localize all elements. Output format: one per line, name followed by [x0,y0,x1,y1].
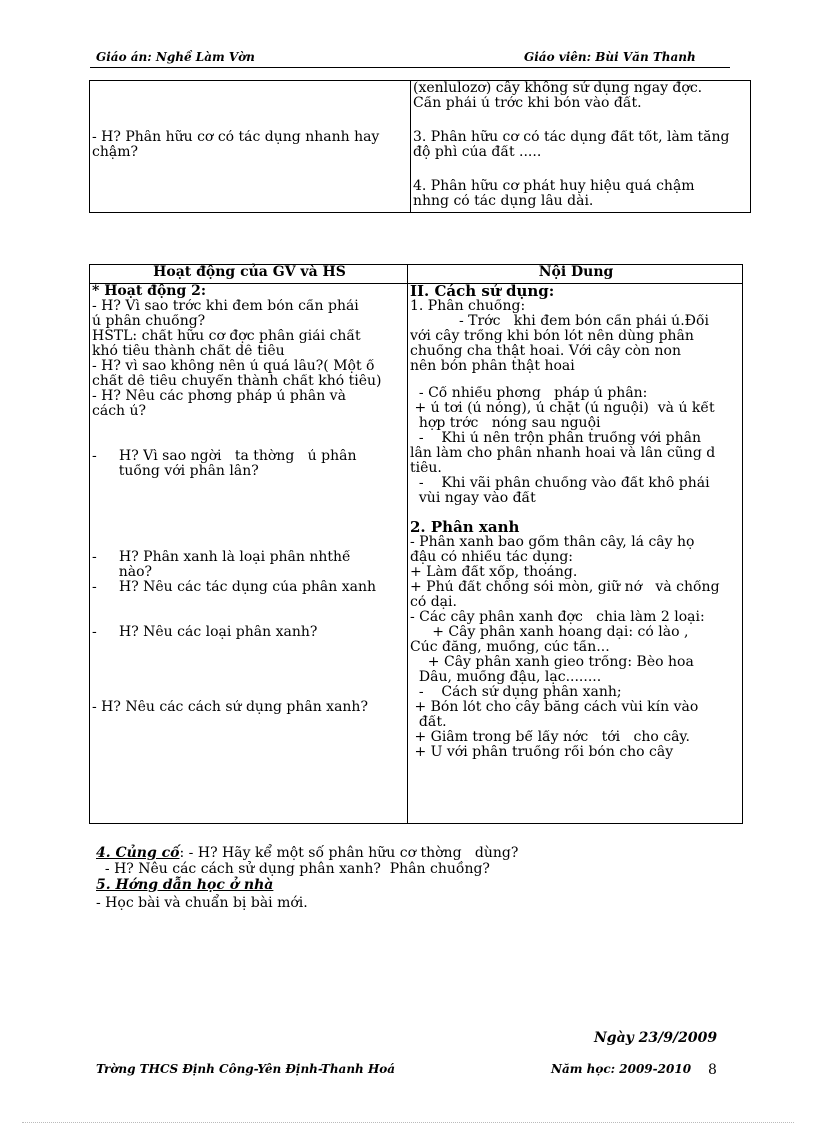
table2-left-line: tuồng với phân lân? [92,464,259,479]
table1-left-line: - H? Phân hữu cơ có tác dụng nhanh hay [92,130,380,145]
table2-right-line: + Phủ đất chống sói mòn, giữ nớ và chống [410,580,720,595]
table2-right-cell [408,284,743,824]
table2-left-line: - H? Nêu các cách sử dụng phân xanh? [92,700,368,715]
page-number: 8 [708,1062,717,1078]
table2-left-line: - H? Vì sao ngời ta thờng ủ phân [92,449,357,464]
table2-left-line: - H? vì sao không nên ủ quá lâu?( Một ố [92,359,375,374]
homework-title: 5. Hớng dẫn học ở nhà [96,877,274,893]
header-right: Giáo viên: Bùi Văn Thanh [524,50,696,64]
section-title: II. Cách sử dụng: [410,284,555,299]
table2-right-line: - Khi ủ nên trộn phân truồng với phân [410,431,702,446]
table2-right-line: nên bón phân thật hoai [410,359,575,374]
table2-right-line: đậu có nhiều tác dụng: [410,550,574,565]
table2-right-line: cỏ dại. [410,595,457,610]
activity-title: * Hoạt động 2: [92,284,207,299]
table2-left-line: cách ủ? [92,404,147,419]
content-table-1 [89,80,751,213]
table2-right-line: Cúc đắng, muồng, cúc tần... [410,640,610,655]
table2-right-line: Dâu, muồng đậu, lạc........ [410,670,602,685]
table1-right-cell [411,81,751,213]
date-text: Ngày 23/9/2009 [594,1030,718,1046]
consolidation-title: 4. Củng cố [96,845,180,861]
table1-right-line: 3. Phân hữu cơ có tác dụng đất tốt, làm tăng [413,130,730,145]
header-divider [90,67,730,68]
table2-right-line: đất. [410,715,447,730]
table2-left-line: HSTL: chất hữu cơ đợc phân giải chất [92,329,361,344]
table2-right-line: + Giâm trong bể lấy nớc tới cho cây. [410,730,690,745]
table1-right-line: (xenlulozơ) cây không sử dụng ngay đợc. [413,81,703,96]
table2-right-line: + Cây phân xanh hoang dại: cỏ lào , [410,625,689,640]
table2-right-line: - Phân xanh bao gồm thân cây, lá cây họ [410,535,695,550]
table2-head-right: Nội Dung [408,265,743,284]
homework-line: - Học bài và chuẩn bị bài mới. [96,895,308,911]
table1-right-line: độ phì của đất ..... [413,145,542,160]
subsection-title: 2. Phân xanh [410,520,520,535]
table2-left-line: ủ phân chuồng? [92,314,206,329]
table2-left-line: chất dễ tiêu chuyển thành chất khó tiêu) [92,374,382,389]
footer-year: Năm học: 2009-2010 [551,1062,692,1076]
table2-right-line: + Làm đất xốp, thoáng. [410,565,578,580]
table2-right-line: với cây trồng khi bón lót nên dùng phân [410,329,694,344]
table2-right-line: + Bón lót cho cây bằng cách vùi kín vào [410,700,699,715]
table2-right-line: - Trớc khi đem bón cần phải ủ.Đối [410,314,709,329]
table1-left-cell [90,81,411,213]
table2-right-line: + Cây phân xanh gieo trồng: Bèo hoa [410,655,694,670]
table2-head-left: Hoạt động của GV và HS [90,265,408,284]
table2-left-cell [90,284,408,824]
table2-left-line: - H? Nêu các tác dụng của phân xanh [92,580,377,595]
consolidation-question-2: - H? Nêu các cách sử dụng phân xanh? Phân chuồng? [96,861,490,877]
table2-left-line: - H? Phân xanh là loại phân nhthế [92,550,351,565]
table2-right-line: lân làm cho phân nhanh hoai và lân cũng d [410,446,716,461]
table1-left-line: chậm? [92,145,138,160]
table2-right-line: - Cách sử dụng phân xanh; [410,685,622,700]
table2-right-line: - Các cây phân xanh đợc chia làm 2 loại: [410,610,705,625]
table2-right-line: + Ủ với phân truồng rồi bón cho cây [410,745,674,760]
table2-left-line: khó tiêu thành chất dễ tiêu [92,344,285,359]
table2-right-line: - Khi vãi phân chuồng vào đất khô phải [410,476,710,491]
table1-right-line: Cần phải ủ trớc khi bón vào đất. [413,96,642,111]
header-left: Giáo án: Nghề Làm Vờn [96,50,255,64]
table2-right-line: - Cố nhiều phơng pháp ủ phân: [410,386,648,401]
table2-left-line: - H? Nêu các loại phân xanh? [92,625,318,640]
table1-right-line: nhng có tác dụng lâu dài. [413,194,594,209]
table2-right-line: + ủ tơi (ủ nóng), ủ chặt (ủ nguội) và ủ kết [410,401,715,416]
consolidation-question-1: : - H? Hãy kể một số phân hữu cơ thờng dùng? [179,845,519,861]
table2-right-line: hợp trớc nóng sau nguội [410,416,601,431]
table2-left-line: - H? Nêu các phơng pháp ủ phân và [92,389,346,404]
table2-right-line: chuồng cha thật hoai. Với cây còn non [410,344,681,359]
footer-school: Trờng THCS Định Công-Yên Định-Thanh Hoá [96,1062,396,1076]
consolidation-line-1 [96,846,518,861]
table1-right-line: 4. Phân hữu cơ phát huy hiệu quả chậm [413,179,695,194]
table2-right-line: vùi ngay vào đất [410,491,536,506]
table2-left-line: - H? Vì sao trớc khi đem bón cần phải [92,299,359,314]
table2-right-line: tiêu. [410,461,442,476]
table2-right-line: 1. Phân chuồng: [410,299,526,314]
table2-left-line: nào? [92,565,152,580]
content-table-2 [89,264,743,824]
